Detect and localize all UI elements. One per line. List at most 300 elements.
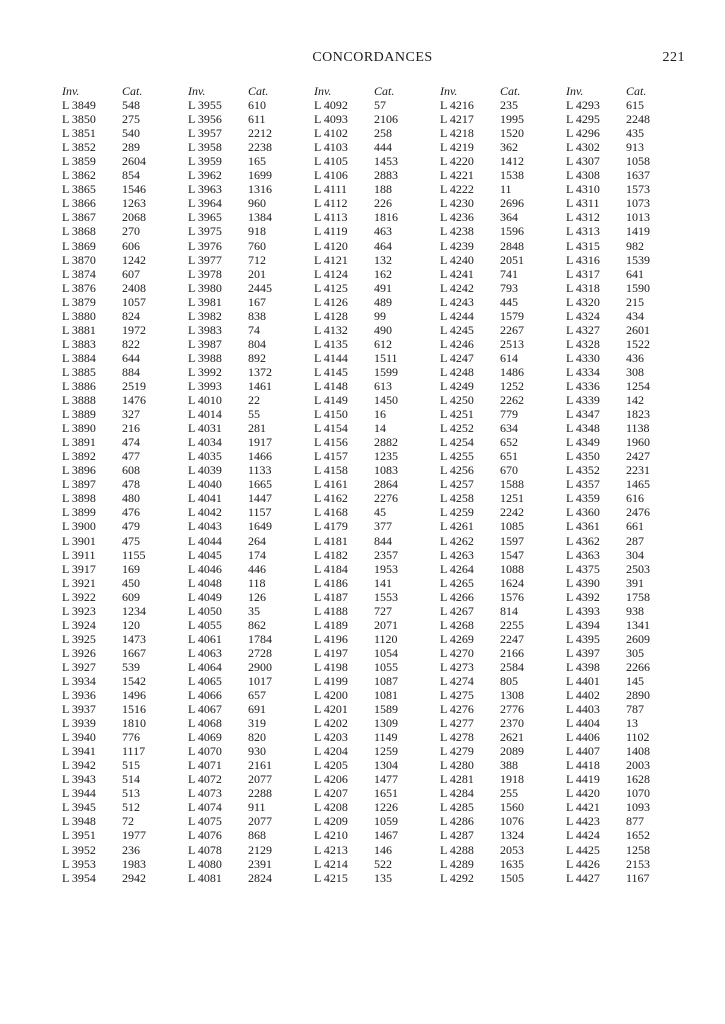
catalogue-number: 2408 bbox=[122, 280, 146, 295]
inventory-number: L 4076 bbox=[188, 828, 222, 843]
inventory-number: L 4168 bbox=[314, 505, 348, 520]
inventory-number: L 4046 bbox=[188, 561, 222, 576]
catalogue-number: 1419 bbox=[626, 224, 650, 239]
inventory-number: L 4258 bbox=[440, 491, 474, 506]
inventory-number: L 3987 bbox=[188, 336, 222, 351]
inventory-number: L 4268 bbox=[440, 617, 474, 632]
table-row bbox=[62, 674, 188, 688]
table-row bbox=[440, 730, 566, 744]
inventory-number: L 4362 bbox=[566, 533, 600, 548]
catalogue-number: 1972 bbox=[122, 322, 146, 337]
table-row bbox=[566, 688, 692, 702]
catalogue-number: 1547 bbox=[500, 547, 524, 562]
inventory-number: L 4162 bbox=[314, 491, 348, 506]
catalogue-number: 281 bbox=[248, 421, 266, 436]
table-row bbox=[566, 112, 692, 126]
catalogue-number: 477 bbox=[122, 449, 140, 464]
inventory-number: L 4262 bbox=[440, 533, 474, 548]
inventory-number: L 4269 bbox=[440, 631, 474, 646]
catalogue-number: 607 bbox=[122, 266, 140, 281]
catalogue-number: 615 bbox=[626, 98, 644, 113]
inventory-number: L 3937 bbox=[62, 702, 96, 717]
table-row bbox=[566, 351, 692, 365]
table-row bbox=[62, 562, 188, 576]
catalogue-number: 2370 bbox=[500, 716, 524, 731]
catalogue-number: 489 bbox=[374, 294, 392, 309]
inventory-number: L 4081 bbox=[188, 870, 222, 885]
inventory-number: L 4240 bbox=[440, 252, 474, 267]
catalogue-number: 2503 bbox=[626, 561, 650, 576]
catalogue-number: 913 bbox=[626, 140, 644, 155]
inventory-number: L 4246 bbox=[440, 336, 474, 351]
column-header-row bbox=[62, 84, 188, 98]
catalogue-number: 2247 bbox=[500, 631, 524, 646]
inventory-number: L 3890 bbox=[62, 421, 96, 436]
catalogue-number: 1477 bbox=[374, 772, 398, 787]
catalogue-number: 787 bbox=[626, 702, 644, 717]
inventory-number: L 4286 bbox=[440, 814, 474, 829]
table-row bbox=[314, 772, 440, 786]
inventory-number: L 4289 bbox=[440, 856, 474, 871]
inventory-number: L 4295 bbox=[566, 112, 600, 127]
table-row bbox=[62, 716, 188, 730]
inventory-number: L 4179 bbox=[314, 519, 348, 534]
inventory-number: L 4150 bbox=[314, 407, 348, 422]
table-row bbox=[314, 534, 440, 548]
table-row bbox=[566, 253, 692, 267]
catalogue-number: 445 bbox=[500, 294, 518, 309]
inventory-number: L 4317 bbox=[566, 266, 600, 281]
inventory-number: L 4210 bbox=[314, 828, 348, 843]
inventory-number: L 4197 bbox=[314, 645, 348, 660]
inventory-number: L 4065 bbox=[188, 673, 222, 688]
catalogue-number: 844 bbox=[374, 533, 392, 548]
catalogue-number: 35 bbox=[248, 603, 260, 618]
catalogue-number: 1461 bbox=[248, 378, 272, 393]
catalogue-number: 120 bbox=[122, 617, 140, 632]
inventory-number: L 4348 bbox=[566, 421, 600, 436]
concordance-table bbox=[62, 84, 692, 885]
catalogue-number: 1324 bbox=[500, 828, 524, 843]
inventory-number: L 4256 bbox=[440, 463, 474, 478]
table-row bbox=[62, 351, 188, 365]
table-row bbox=[188, 758, 314, 772]
catalogue-number: 74 bbox=[248, 322, 260, 337]
inventory-number: L 3992 bbox=[188, 364, 222, 379]
catalogue-number: 275 bbox=[122, 112, 140, 127]
catalogue-number: 548 bbox=[122, 98, 140, 113]
inventory-number: L 4181 bbox=[314, 533, 348, 548]
catalogue-number: 1505 bbox=[500, 870, 524, 885]
table-row bbox=[566, 281, 692, 295]
catalogue-number: 270 bbox=[122, 224, 140, 239]
table-row bbox=[566, 730, 692, 744]
inventory-number: L 3927 bbox=[62, 659, 96, 674]
catalogue-number: 2696 bbox=[500, 196, 524, 211]
inventory-number: L 4188 bbox=[314, 603, 348, 618]
table-row bbox=[440, 646, 566, 660]
table-row bbox=[188, 871, 314, 885]
inventory-number: L 4311 bbox=[566, 196, 600, 211]
table-row bbox=[188, 491, 314, 505]
catalogue-number: 2942 bbox=[122, 870, 146, 885]
table-row bbox=[62, 126, 188, 140]
table-row bbox=[314, 491, 440, 505]
catalogue-number: 22 bbox=[248, 393, 260, 408]
catalogue-number: 930 bbox=[248, 744, 266, 759]
inventory-number: L 4103 bbox=[314, 140, 348, 155]
catalogue-number: 1070 bbox=[626, 786, 650, 801]
table-row bbox=[314, 281, 440, 295]
catalogue-number: 319 bbox=[248, 716, 266, 731]
table-row bbox=[314, 730, 440, 744]
catalogue-number: 1081 bbox=[374, 688, 398, 703]
inventory-number: L 3859 bbox=[62, 154, 96, 169]
inventory-number: L 3952 bbox=[62, 842, 96, 857]
inventory-number: L 4255 bbox=[440, 449, 474, 464]
inventory-number: L 4220 bbox=[440, 154, 474, 169]
inventory-number: L 3852 bbox=[62, 140, 96, 155]
inventory-number: L 3956 bbox=[188, 112, 222, 127]
inventory-number: L 4275 bbox=[440, 688, 474, 703]
table-row bbox=[440, 210, 566, 224]
catalogue-number: 2728 bbox=[248, 645, 272, 660]
catalogue-number: 188 bbox=[374, 182, 392, 197]
table-row bbox=[62, 646, 188, 660]
table-row bbox=[188, 337, 314, 351]
table-row bbox=[188, 295, 314, 309]
table-row bbox=[566, 772, 692, 786]
table-row bbox=[440, 871, 566, 885]
catalogue-number: 2357 bbox=[374, 547, 398, 562]
table-row bbox=[440, 421, 566, 435]
inventory-number: L 4327 bbox=[566, 322, 600, 337]
table-row bbox=[314, 337, 440, 351]
catalogue-number: 1304 bbox=[374, 758, 398, 773]
table-row bbox=[566, 786, 692, 800]
catalogue-number: 2153 bbox=[626, 856, 650, 871]
table-row bbox=[188, 407, 314, 421]
catalogue-number: 1234 bbox=[122, 603, 146, 618]
inventory-number: L 3926 bbox=[62, 645, 96, 660]
catalogue-number: 215 bbox=[626, 294, 644, 309]
table-row bbox=[314, 365, 440, 379]
table-row bbox=[566, 674, 692, 688]
catalogue-number: 1465 bbox=[626, 477, 650, 492]
catalogue-number: 2391 bbox=[248, 856, 272, 871]
catalogue-number: 145 bbox=[626, 673, 644, 688]
inventory-number: L 4336 bbox=[566, 378, 600, 393]
inventory-number: L 3921 bbox=[62, 575, 96, 590]
inventory-number: L 4106 bbox=[314, 168, 348, 183]
catalogue-number: 1476 bbox=[122, 393, 146, 408]
catalogue-number: 2288 bbox=[248, 786, 272, 801]
catalogue-number: 651 bbox=[500, 449, 518, 464]
table-row bbox=[440, 126, 566, 140]
inventory-number: L 4045 bbox=[188, 547, 222, 562]
inventory-number: L 4145 bbox=[314, 364, 348, 379]
table-row bbox=[188, 365, 314, 379]
catalogue-number: 822 bbox=[122, 336, 140, 351]
catalogue-number: 2129 bbox=[248, 842, 272, 857]
catalogue-number: 2161 bbox=[248, 758, 272, 773]
catalogue-number: 1055 bbox=[374, 659, 398, 674]
catalogue-number: 258 bbox=[374, 126, 392, 141]
catalogue-number: 135 bbox=[374, 870, 392, 885]
catalogue-number: 712 bbox=[248, 252, 266, 267]
inventory-number: L 4254 bbox=[440, 435, 474, 450]
table-row bbox=[440, 562, 566, 576]
table-row bbox=[62, 379, 188, 393]
table-row bbox=[314, 843, 440, 857]
inventory-number: L 3885 bbox=[62, 364, 96, 379]
catalogue-number: 820 bbox=[248, 730, 266, 745]
inventory-number: L 3942 bbox=[62, 758, 96, 773]
inventory-number: L 4259 bbox=[440, 505, 474, 520]
catalogue-number: 824 bbox=[122, 308, 140, 323]
inventory-number: L 3944 bbox=[62, 786, 96, 801]
table-row bbox=[314, 210, 440, 224]
inventory-number: L 4265 bbox=[440, 575, 474, 590]
table-row bbox=[566, 562, 692, 576]
table-row bbox=[62, 239, 188, 253]
table-row bbox=[188, 281, 314, 295]
inventory-number: L 4061 bbox=[188, 631, 222, 646]
inventory-number: L 4161 bbox=[314, 477, 348, 492]
table-row bbox=[188, 224, 314, 238]
inventory-number: L 3870 bbox=[62, 252, 96, 267]
inv-header: Inv. bbox=[440, 84, 458, 98]
catalogue-number: 1538 bbox=[500, 168, 524, 183]
inventory-number: L 4124 bbox=[314, 266, 348, 281]
inventory-number: L 4402 bbox=[566, 688, 600, 703]
table-row bbox=[440, 351, 566, 365]
inventory-number: L 4148 bbox=[314, 378, 348, 393]
table-row bbox=[314, 576, 440, 590]
catalogue-number: 479 bbox=[122, 519, 140, 534]
inventory-number: L 4310 bbox=[566, 182, 600, 197]
catalogue-number: 540 bbox=[122, 126, 140, 141]
catalogue-number: 1076 bbox=[500, 814, 524, 829]
catalogue-number: 1546 bbox=[122, 182, 146, 197]
inventory-number: L 4267 bbox=[440, 603, 474, 618]
table-row bbox=[62, 253, 188, 267]
inventory-number: L 4334 bbox=[566, 364, 600, 379]
inventory-number: L 4213 bbox=[314, 842, 348, 857]
table-row bbox=[566, 210, 692, 224]
inventory-number: L 4156 bbox=[314, 435, 348, 450]
inventory-number: L 4010 bbox=[188, 393, 222, 408]
table-row bbox=[62, 281, 188, 295]
catalogue-number: 1918 bbox=[500, 772, 524, 787]
inventory-number: L 3868 bbox=[62, 224, 96, 239]
catalogue-number: 2051 bbox=[500, 252, 524, 267]
catalogue-number: 2882 bbox=[374, 435, 398, 450]
catalogue-number: 805 bbox=[500, 673, 518, 688]
inventory-number: L 4200 bbox=[314, 688, 348, 703]
table-row bbox=[440, 449, 566, 463]
inventory-number: L 4208 bbox=[314, 800, 348, 815]
catalogue-number: 2513 bbox=[500, 336, 524, 351]
catalogue-number: 2276 bbox=[374, 491, 398, 506]
table-row bbox=[62, 154, 188, 168]
table-row bbox=[314, 224, 440, 238]
table-row bbox=[62, 548, 188, 562]
inventory-number: L 4308 bbox=[566, 168, 600, 183]
catalogue-number: 132 bbox=[374, 252, 392, 267]
table-row bbox=[188, 646, 314, 660]
inventory-number: L 3958 bbox=[188, 140, 222, 155]
table-row bbox=[314, 702, 440, 716]
table-row bbox=[440, 491, 566, 505]
table-row bbox=[62, 758, 188, 772]
inventory-number: L 4360 bbox=[566, 505, 600, 520]
table-row bbox=[314, 379, 440, 393]
table-row bbox=[440, 477, 566, 491]
catalogue-number: 45 bbox=[374, 505, 386, 520]
table-row bbox=[440, 323, 566, 337]
catalogue-number: 2238 bbox=[248, 140, 272, 155]
table-row bbox=[566, 660, 692, 674]
catalogue-number: 142 bbox=[626, 393, 644, 408]
table-row bbox=[62, 576, 188, 590]
catalogue-number: 1542 bbox=[122, 673, 146, 688]
catalogue-number: 513 bbox=[122, 786, 140, 801]
catalogue-number: 2255 bbox=[500, 617, 524, 632]
table-row bbox=[314, 548, 440, 562]
catalogue-number: 760 bbox=[248, 238, 266, 253]
inventory-number: L 4042 bbox=[188, 505, 222, 520]
table-row bbox=[62, 604, 188, 618]
inventory-number: L 3943 bbox=[62, 772, 96, 787]
catalogue-number: 1102 bbox=[626, 730, 650, 745]
catalogue-number: 911 bbox=[248, 800, 266, 815]
catalogue-number: 1235 bbox=[374, 449, 398, 464]
table-row bbox=[188, 604, 314, 618]
catalogue-number: 512 bbox=[122, 800, 140, 815]
catalogue-number: 1511 bbox=[374, 350, 398, 365]
catalogue-number: 1486 bbox=[500, 364, 524, 379]
inventory-number: L 3851 bbox=[62, 126, 96, 141]
table-row bbox=[62, 702, 188, 716]
inventory-number: L 4398 bbox=[566, 659, 600, 674]
catalogue-number: 2584 bbox=[500, 659, 524, 674]
catalogue-number: 1083 bbox=[374, 463, 398, 478]
inventory-number: L 3962 bbox=[188, 168, 222, 183]
table-row bbox=[440, 140, 566, 154]
inventory-number: L 4078 bbox=[188, 842, 222, 857]
inventory-number: L 4287 bbox=[440, 828, 474, 843]
catalogue-number: 1316 bbox=[248, 182, 272, 197]
inventory-number: L 4404 bbox=[566, 716, 600, 731]
table-row bbox=[188, 379, 314, 393]
table-row bbox=[188, 267, 314, 281]
table-row bbox=[440, 295, 566, 309]
table-row bbox=[62, 407, 188, 421]
table-row bbox=[440, 337, 566, 351]
inventory-number: L 4215 bbox=[314, 870, 348, 885]
inventory-number: L 3911 bbox=[62, 547, 96, 562]
inventory-number: L 3934 bbox=[62, 673, 96, 688]
inventory-number: L 4390 bbox=[566, 575, 600, 590]
inventory-number: L 3959 bbox=[188, 154, 222, 169]
inventory-number: L 3941 bbox=[62, 744, 96, 759]
table-row bbox=[566, 814, 692, 828]
inventory-number: L 3925 bbox=[62, 631, 96, 646]
inventory-number: L 4359 bbox=[566, 491, 600, 506]
inventory-number: L 4205 bbox=[314, 758, 348, 773]
inventory-number: L 3954 bbox=[62, 870, 96, 885]
table-row bbox=[188, 674, 314, 688]
inventory-number: L 4121 bbox=[314, 252, 348, 267]
table-row bbox=[314, 323, 440, 337]
inventory-number: L 4274 bbox=[440, 673, 474, 688]
inventory-number: L 4199 bbox=[314, 673, 348, 688]
inventory-number: L 3945 bbox=[62, 800, 96, 815]
table-row bbox=[440, 379, 566, 393]
catalogue-number: 14 bbox=[374, 421, 386, 436]
inventory-number: L 4068 bbox=[188, 716, 222, 731]
table-row bbox=[314, 604, 440, 618]
table-row bbox=[62, 140, 188, 154]
catalogue-number: 377 bbox=[374, 519, 392, 534]
concordance-column bbox=[440, 84, 566, 885]
catalogue-number: 2476 bbox=[626, 505, 650, 520]
inventory-number: L 4243 bbox=[440, 294, 474, 309]
inventory-number: L 4219 bbox=[440, 140, 474, 155]
table-row bbox=[314, 309, 440, 323]
catalogue-number: 1259 bbox=[374, 744, 398, 759]
catalogue-number: 1573 bbox=[626, 182, 650, 197]
column-header-row bbox=[188, 84, 314, 98]
catalogue-number: 1579 bbox=[500, 308, 524, 323]
table-row bbox=[188, 786, 314, 800]
inventory-number: L 4357 bbox=[566, 477, 600, 492]
inventory-number: L 4072 bbox=[188, 772, 222, 787]
inventory-number: L 4198 bbox=[314, 659, 348, 674]
catalogue-number: 1522 bbox=[626, 336, 650, 351]
inventory-number: L 3899 bbox=[62, 505, 96, 520]
catalogue-number: 1258 bbox=[626, 842, 650, 857]
cat-header: Cat. bbox=[626, 84, 647, 98]
inventory-number: L 4055 bbox=[188, 617, 222, 632]
table-row bbox=[314, 632, 440, 646]
table-row bbox=[188, 534, 314, 548]
table-row bbox=[566, 196, 692, 210]
catalogue-number: 2068 bbox=[122, 210, 146, 225]
table-row bbox=[188, 688, 314, 702]
catalogue-number: 862 bbox=[248, 617, 266, 632]
inventory-number: L 4144 bbox=[314, 350, 348, 365]
inventory-number: L 4186 bbox=[314, 575, 348, 590]
catalogue-number: 2519 bbox=[122, 378, 146, 393]
catalogue-number: 99 bbox=[374, 308, 386, 323]
inventory-number: L 3865 bbox=[62, 182, 96, 197]
table-row bbox=[440, 716, 566, 730]
table-row bbox=[188, 435, 314, 449]
table-row bbox=[440, 632, 566, 646]
inventory-number: L 3955 bbox=[188, 98, 222, 113]
table-row bbox=[314, 562, 440, 576]
catalogue-number: 444 bbox=[374, 140, 392, 155]
table-row bbox=[566, 716, 692, 730]
inventory-number: L 4279 bbox=[440, 744, 474, 759]
inventory-number: L 3876 bbox=[62, 280, 96, 295]
table-row bbox=[440, 224, 566, 238]
catalogue-number: 1560 bbox=[500, 800, 524, 815]
inventory-number: L 3867 bbox=[62, 210, 96, 225]
table-row bbox=[566, 505, 692, 519]
